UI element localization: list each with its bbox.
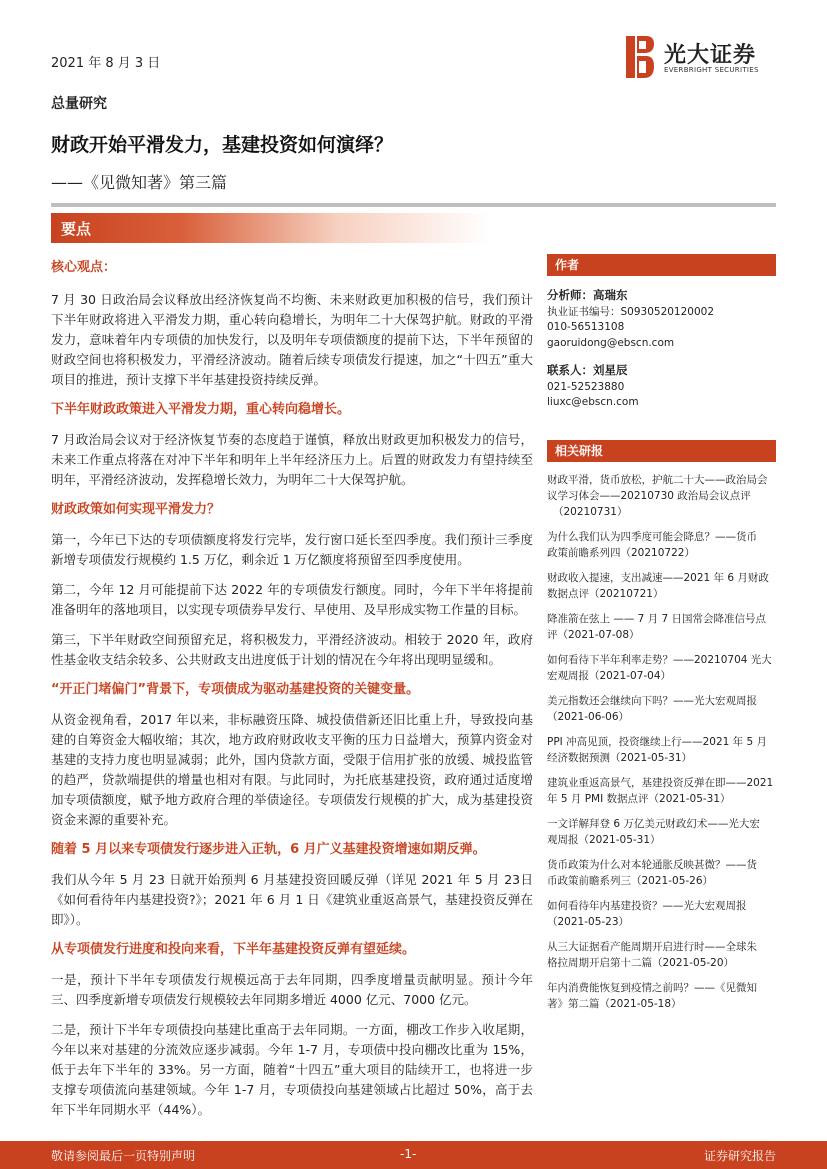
related-report-item[interactable] bbox=[547, 898, 776, 930]
analyst-phone: 010-56513108 bbox=[547, 321, 625, 333]
related-report-item[interactable] bbox=[547, 529, 776, 561]
brand-logo bbox=[626, 36, 776, 78]
related-report-item[interactable] bbox=[547, 857, 776, 889]
core-paragraph: 7 月 30 日政治局会议释放出经济恢复尚不均衡、未来财政更加积极的信号，我们预计下半年财政将进入平滑发力期，重心转向稳增长，为明年二十大保驾护航。财政的平滑发力，意味着年内专项债的加快发行，以及明年专项债额度的提前下达，下半年预留的财政空间也将积极发力，平滑经济波动。随着后续专项债发行提速，加之“十四五”重大项目的推进，预计支撑下半年基建投资持续反弹。 bbox=[51, 292, 533, 387]
core-heading: 核心观点： bbox=[51, 260, 117, 275]
related-report-line: 观周报（2021-05-31） bbox=[547, 834, 661, 846]
related-header: 相关研报 bbox=[547, 440, 776, 462]
brand-name-en: EVERBRIGHT SECURITIES bbox=[664, 66, 759, 74]
related-report-item[interactable] bbox=[547, 611, 776, 643]
paragraph-6: 我们从今年 5 月 23 日就开始预判 6 月基建投资回暖反弹（详见 2021 年 5 月 23日《如何看待年内基建投资?》；2021 年 6 月 1 日《建筑业重返高景气，基建投资反弹在即》）。 bbox=[51, 872, 533, 927]
related-report-line: 一文详解拜登 6 万亿美元财政幻术——光大宏 bbox=[547, 818, 760, 830]
paragraph-2: 第一，今年已下达的专项债额度将发行完毕，发行窗口延长至四季度。我们预计三季度新增专项债发行规模约 1.5 万亿，剩余近 1 万亿额度将预留至四季度使用。 bbox=[51, 532, 533, 567]
analyst-license: 执业证书编号：S0930520120002 bbox=[547, 305, 715, 318]
related-report-line: 格拉周期开启第十二篇（2021-05-20） bbox=[547, 957, 735, 969]
related-report-line: 财政收入提速，支出减速——2021 年 6 月财政 bbox=[547, 572, 769, 584]
related-report-line: PPI 冲高见顶，投资继续上行——2021 年 5 月 bbox=[547, 736, 768, 748]
footer-disclaimer[interactable]: 敬请参阅最后一页特别声明 bbox=[51, 1149, 196, 1163]
section-heading-2: 财政政策如何实现平滑发力？ bbox=[51, 502, 221, 517]
keypoints-banner bbox=[51, 213, 491, 243]
related-report-line: 如何看待下半年利率走势？——20210704 光大 bbox=[547, 654, 772, 666]
paragraph-5: 从资金视角看，2017 年以来，非标融资压降、城投债借新还旧比重上升，导致投向基建的自筹资金大幅收缩；其次，地方政府财政收支平衡的压力日益增大，预算内资金对基建的支持力度也明显减弱；此外，国内贷款方面，受限于信用扩张的放缓、城投监管的趋严，贷款端提供的增量也相对有限。与此同时，为托底基建投资，政府通过适度增加专项债额度，赋予地方政府合理的举债途径。专项债发行规模的扩大，成为基建投资资金来源的重要补充。 bbox=[51, 712, 533, 827]
paragraph-4: 第三，下半年财政空间预留充足，将积极发力，平滑经济波动。相较于 2020 年，政府性基金收支结余较多、公共财政支出进度低于计划的情况在今年将出现明显缓和。 bbox=[51, 632, 533, 667]
paragraph-7: 一是，预计下半年专项债发行规模远高于去年同期，四季度增量贡献明显。预计今年三、四季度新增专项债发行规模较去年同期多增近 4000 亿元、7000 亿元。 bbox=[51, 972, 533, 1007]
related-report-line: 美元指数还会继续向下吗？——光大宏观周报 bbox=[547, 695, 757, 707]
section-heading-5: 从专项债发行进度和投向来看，下半年基建投资反弹有望延续。 bbox=[51, 942, 416, 957]
related-report-item[interactable] bbox=[547, 472, 776, 520]
related-report-line: 降准箭在弦上 —— 7 月 7 日国常会降准信号点 bbox=[547, 613, 767, 625]
report-subtitle: ——《见微知著》第三篇 bbox=[51, 173, 228, 192]
main-content bbox=[51, 258, 533, 1130]
section-heading-3: “开正门堵偏门”背景下，专项债成为驱动基建投资的关键变量。 bbox=[51, 682, 420, 697]
section-heading-1: 下半年财政政策进入平滑发力期，重心转向稳增长。 bbox=[51, 402, 351, 417]
related-report-line: 币政策前瞻系列三（2021-05-26） bbox=[547, 875, 714, 887]
contact-name: 刘星辰 bbox=[593, 363, 628, 377]
related-report-item[interactable] bbox=[547, 652, 776, 684]
contact-email[interactable]: liuxc@ebscn.com bbox=[547, 396, 639, 408]
related-report-item[interactable] bbox=[547, 939, 776, 971]
related-report-line: 议学习体会——20210730 政治局会议点评 bbox=[547, 490, 751, 502]
related-report-line: 财政平滑，货币放松，护航二十大——政治局会 bbox=[547, 474, 768, 486]
paragraph-1: 7 月政治局会议对于经济恢复节奏的态度趋于谨慎，释放出财政更加积极发力的信号，未来工作重点将落在对冲下半年和明年上半年经济压力上。后置的财政发力有望持续至明年，平滑经济波动，发挥稳增长效力，为明年二十大保驾护航。 bbox=[51, 432, 533, 487]
related-report-line: 建筑业重返高景气，基建投资反弹在即——2021 bbox=[547, 777, 774, 789]
related-report-line: 从三大证据看产能周期开启进行时——全球朱 bbox=[547, 941, 757, 953]
related-report-line: 政策前瞻系列四（20210722） bbox=[547, 547, 695, 559]
keypoints-label: 要点 bbox=[61, 220, 92, 238]
analyst-name: 高瑞东 bbox=[593, 288, 628, 302]
contact-phone: 021-52523880 bbox=[547, 380, 625, 393]
paragraph-3: 第二，今年 12 月可能提前下达 2022 年的专项债发行额度。同时，今年下半年将提前准备明年的落地项目，以实现专项债券早发行、早使用、及早形成实物工作量的目标。 bbox=[51, 582, 533, 617]
brand-name-cn: 光大证券 bbox=[664, 43, 757, 68]
related-list bbox=[547, 472, 776, 1012]
related-report-item[interactable] bbox=[547, 570, 776, 602]
related-report-line: 为什么我们认为四季度可能会降息？——货币 bbox=[547, 531, 757, 543]
related-report-line: 宏观周报（2021-07-04） bbox=[547, 670, 672, 682]
related-report-line: 年 5 月 PMI 数据点评（2021-05-31） bbox=[547, 793, 731, 805]
title-divider bbox=[51, 203, 776, 207]
everbright-logo-icon bbox=[626, 36, 654, 78]
related-reports-panel bbox=[547, 440, 776, 1021]
related-report-line: 年内消费能恢复到疫情之前吗？——《见微知 bbox=[547, 982, 757, 994]
related-report-line: 货币政策为什么对本轮通胀反映甚微？——货 bbox=[547, 859, 757, 871]
related-report-line: 如何看待年内基建投资？——光大宏观周报 bbox=[547, 900, 747, 912]
analyst-email[interactable]: gaoruidong@ebscn.com bbox=[547, 336, 675, 349]
related-report-item[interactable] bbox=[547, 693, 776, 725]
report-title: 财政开始平滑发力，基建投资如何演绎？ bbox=[51, 134, 394, 156]
contact-block bbox=[547, 363, 776, 411]
related-report-line: 数据点评（20210721） bbox=[547, 588, 664, 600]
report-date: 2021 年 8 月 3 日 bbox=[51, 56, 161, 71]
section-heading-4: 随着 5 月以来专项债发行逐步进入正轨，6 月广义基建投资增速如期反弹。 bbox=[51, 842, 486, 857]
related-report-line: 著》第二篇（2021-05-18） bbox=[547, 998, 682, 1010]
contact-role: 联系人： bbox=[547, 363, 593, 377]
paragraph-8: 二是，预计下半年专项债投向基建比重高于去年同期。一方面，棚改工作步入收尾期，今年以来对基建的分流效应逐步减弱。今年 1-7 月，专项债中投向棚改比重为 15%，低于去年下半年的 33%。另一方面，随着“十四五”重大项目的陆续开工，也将进一步支撑专项债流向基建领域。今年 1-7 月，专项债投向基建领域占比超过 50%，高于去年下半年同期水平（44%）。 bbox=[51, 1022, 533, 1117]
related-report-item[interactable] bbox=[547, 775, 776, 807]
related-report-item[interactable] bbox=[547, 816, 776, 848]
authors-panel bbox=[547, 254, 776, 411]
related-report-line: 经济数据预测（2021-05-31） bbox=[547, 752, 693, 764]
analyst-block bbox=[547, 288, 776, 351]
related-report-line: （2021-05-23） bbox=[547, 916, 630, 928]
footer-report-type: 证券研究报告 bbox=[703, 1149, 776, 1163]
authors-header: 作者 bbox=[547, 254, 776, 276]
report-category: 总量研究 bbox=[51, 96, 107, 112]
related-report-line: （20210731） bbox=[553, 506, 628, 518]
related-report-item[interactable] bbox=[547, 734, 776, 766]
related-report-line: （2021-06-06） bbox=[547, 711, 630, 723]
related-report-item[interactable] bbox=[547, 980, 776, 1012]
page-number: -1- bbox=[400, 1147, 417, 1161]
related-report-line: 评（2021-07-08） bbox=[547, 629, 640, 641]
footer-bar bbox=[0, 1141, 827, 1169]
analyst-role: 分析师： bbox=[547, 288, 593, 302]
